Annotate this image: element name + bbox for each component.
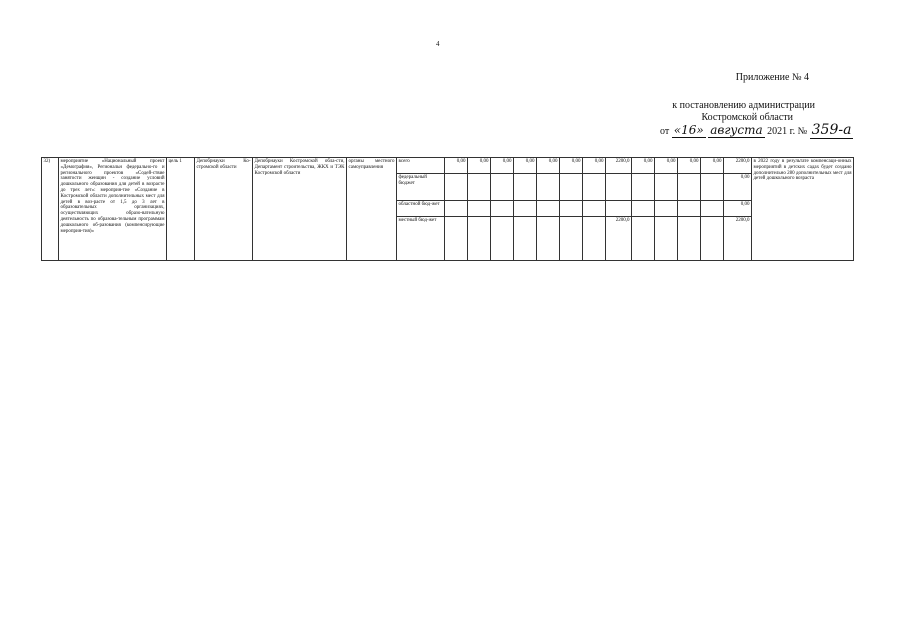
total-cell: 0,00	[724, 200, 752, 216]
value-cell	[560, 200, 583, 216]
appendix-title: Приложение № 4	[735, 72, 809, 83]
value-cell	[583, 200, 606, 216]
measures-table	[41, 157, 854, 261]
value-cell: 0,00	[537, 158, 560, 174]
value-cell	[701, 174, 724, 201]
value-cell	[606, 174, 632, 201]
value-cell	[445, 217, 468, 261]
handwritten-month: августа	[710, 123, 763, 137]
value-cell: 0,00	[468, 158, 491, 174]
source-label: всего	[397, 158, 445, 174]
page-number: 4	[436, 40, 440, 48]
date-line	[660, 122, 853, 138]
value-cell	[445, 200, 468, 216]
value-cell	[537, 200, 560, 216]
value-cell	[632, 174, 655, 201]
value-cell	[445, 174, 468, 201]
value-cell	[537, 174, 560, 201]
value-cell	[655, 217, 678, 261]
value-cell	[537, 217, 560, 261]
resolution-line-1: к постановлению администрации	[672, 100, 815, 111]
value-cell	[632, 200, 655, 216]
value-cell	[606, 200, 632, 216]
source-label: областной бюд-жет	[397, 200, 445, 216]
value-cell: 0,00	[655, 158, 678, 174]
total-cell: 2200,0	[724, 158, 752, 174]
local-gov-cell: органы местного самоуправления	[347, 158, 397, 261]
responsible-cell: Депобрнауки Ко-стромской области	[195, 158, 253, 261]
value-cell	[678, 174, 701, 201]
value-cell	[655, 200, 678, 216]
value-cell	[560, 174, 583, 201]
value-cell	[632, 217, 655, 261]
source-label: местный бюд-жет	[397, 217, 445, 261]
value-cell	[468, 200, 491, 216]
value-cell: 0,00	[678, 158, 701, 174]
value-cell	[468, 217, 491, 261]
value-cell	[678, 217, 701, 261]
value-cell	[514, 200, 537, 216]
handwritten-doc-number: 359-а	[811, 122, 852, 138]
value-cell: 2200,0	[606, 217, 632, 261]
value-cell	[491, 174, 514, 201]
value-cell: 0,00	[491, 158, 514, 174]
source-label: федеральный бюджет	[397, 174, 445, 201]
value-cell	[491, 200, 514, 216]
value-cell: 0,00	[445, 158, 468, 174]
total-cell: 0,00	[724, 174, 752, 201]
value-cell	[491, 217, 514, 261]
value-cell	[583, 174, 606, 201]
value-cell	[468, 174, 491, 201]
handwritten-day: «16»	[673, 123, 704, 137]
value-cell: 0,00	[514, 158, 537, 174]
value-cell	[678, 200, 701, 216]
value-cell	[583, 217, 606, 261]
resolution-line-2: Костромской области	[701, 112, 793, 123]
total-cell: 2200,0	[724, 217, 752, 261]
result-cell: в 2022 году в результате компенсаци-онных мероприятий в детских садах будет создано дополнительно 280 дополнительных мест для детей дошкольного возраста	[752, 158, 854, 261]
value-cell	[701, 200, 724, 216]
value-cell: 0,00	[701, 158, 724, 174]
year-text: 2021 г. №	[767, 126, 808, 137]
value-cell	[701, 217, 724, 261]
date-prefix: от	[660, 126, 670, 137]
value-cell: 0,00	[560, 158, 583, 174]
coexecutors-cell: Депобрнауки Костромской обла-сти, Департамент строительства, ЖКХ и ТЭК Костромской области	[253, 158, 347, 261]
value-cell	[514, 174, 537, 201]
event-description: мероприятие «Национальный проект «Демография», Региональн федерально-го и регионального проектов «Содей-ствие занятости женщин - создание условий дошкольного образования для детей в возрасте до трех лет»: мероприя-тие «Создание в Костромской области дополнительных мест для детей в воз-расте от 1,5 до 3 лет в образовательных организациях, осуществляющих образо-вательную деятельность по образова-тельным программам дошкольного об-разования (компенсирующие мероприя-тия)»	[59, 158, 167, 261]
value-cell	[560, 217, 583, 261]
value-cell: 0,00	[583, 158, 606, 174]
value-cell: 0,00	[632, 158, 655, 174]
goal-cell: цель 1	[167, 158, 195, 261]
value-cell	[655, 174, 678, 201]
row-index: 32)	[42, 158, 59, 261]
value-cell	[514, 217, 537, 261]
value-cell: 2200,0	[606, 158, 632, 174]
table-row	[42, 158, 854, 174]
